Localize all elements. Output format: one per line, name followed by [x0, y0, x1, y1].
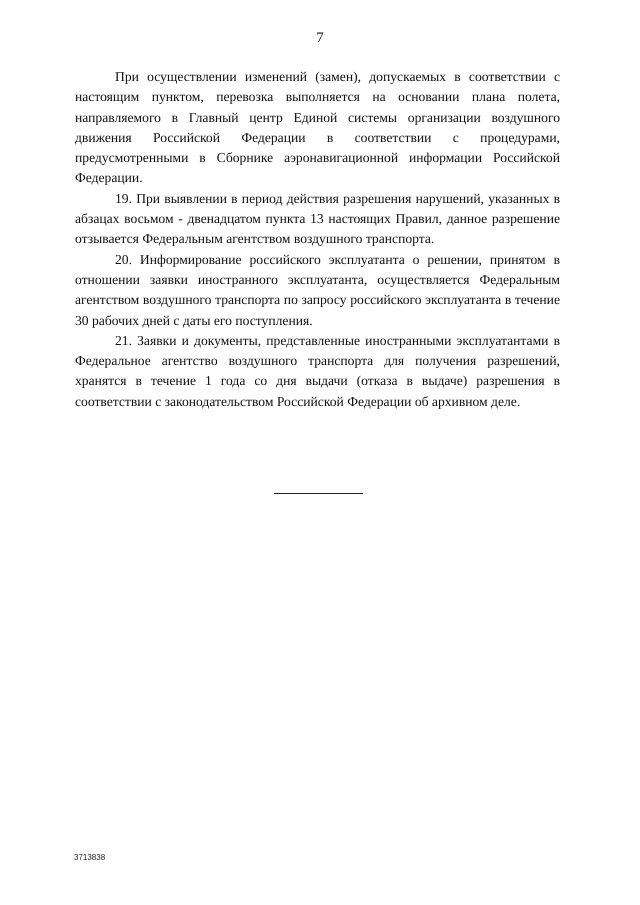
- document-body: [75, 67, 560, 412]
- document-code: 3713838: [74, 853, 106, 862]
- paragraph-item-20: 20. Информирование российского эксплуатанта о решении, принятом в отношении заявки иностранного эксплуатанта, осуществляется Федеральным агентством воздушного транспорта по запросу российского эксплуатанта в течение 30 рабочих дней с даты его поступления.: [75, 251, 560, 328]
- page-number: 7: [316, 30, 324, 46]
- paragraph-item-19: 19. При выявлении в период действия разрешения нарушений, указанных в абзацах восьмом - двенадцатом пункта 13 настоящих Правил, данное разрешение отзывается Федеральным агентством воздушного транспорта.: [75, 190, 560, 247]
- paragraph-item-21: 21. Заявки и документы, представленные иностранными эксплуатантами в Федеральное агентство воздушного транспорта для получения разрешений, хранятся в течение 1 года со дня выдачи (отказа в выдаче) разрешения в соответствии с законодательством Российской Федерации об архивном деле.: [75, 332, 560, 409]
- end-of-text-separator: [274, 493, 363, 494]
- paragraph-continuation: При осуществлении изменений (замен), допускаемых в соответствии с настоящим пунктом, перевозка выполняется на основании плана полета, направляемого в Главный центр Единой системы организации воздушного движения Российской Федерации в соответствии с процедурами, предусмотренными в Сборнике аэронавигационной информации Российской Федерации.: [75, 69, 560, 186]
